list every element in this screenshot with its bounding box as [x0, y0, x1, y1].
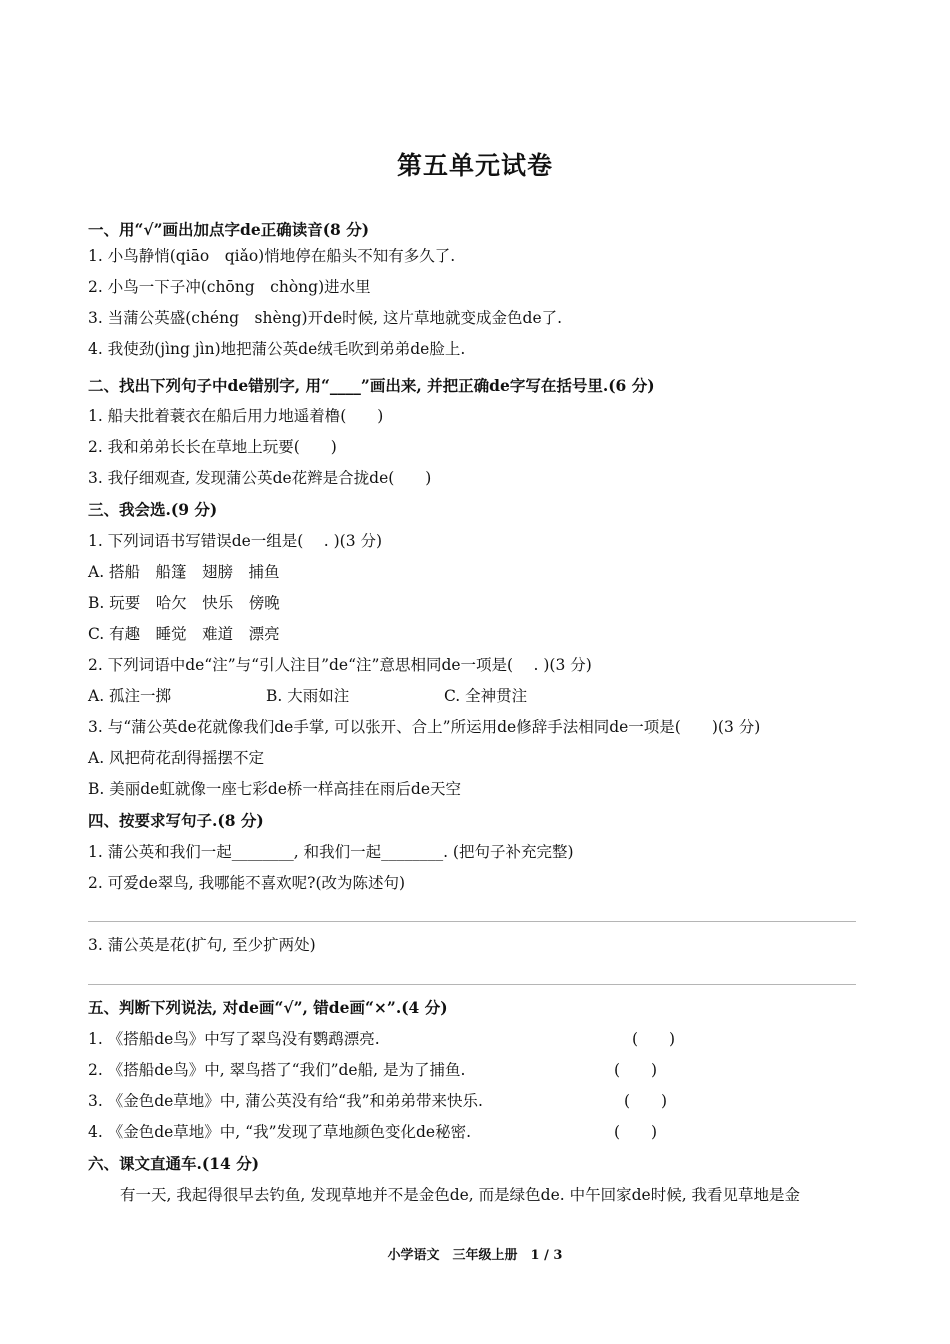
answer-line-4-2: [88, 921, 856, 922]
section-5-heading: 五、判断下列说法, 对de画“√”, 错de画“×”.(4 分): [88, 998, 448, 1017]
question-4-1: 1. 蒲公英和我们一起________, 和我们一起________. (把句子补充完整): [88, 843, 574, 861]
answer-paren-5-2: ( ): [614, 1061, 658, 1079]
question-3-1: 1. 下列词语书写错误de一组是( . )(3 分): [88, 532, 383, 550]
question-2-3: 3. 我仔细观查, 发现蒲公英de花辫是合拢de( ): [88, 469, 432, 487]
option-3-3-b: B. 美丽de虹就像一座七彩de桥一样高挂在雨后de天空: [88, 780, 462, 798]
section-1-heading: 一、用“√”画出加点字de正确读音(8 分): [88, 220, 370, 239]
option-3-2-a: A. 孤注一掷: [88, 687, 172, 705]
option-3-2-b: B. 大雨如注: [266, 687, 350, 705]
section-6-heading: 六、课文直通车.(14 分): [88, 1154, 260, 1173]
answer-line-4-3: [88, 984, 856, 985]
question-1-3: 3. 当蒲公英盛(chéng shèng)开de时候, 这片草地就变成金色de了.: [88, 309, 563, 327]
page-footer: 小学语文 三年级上册 1 / 3: [387, 1248, 563, 1263]
section-4-heading: 四、按要求写句子.(8 分): [88, 811, 264, 830]
option-3-1-c: C. 有趣 睡觉 难道 漂亮: [88, 625, 280, 643]
answer-paren-5-4: ( ): [614, 1123, 658, 1141]
question-3-2: 2. 下列词语中de“注”与“引人注目”de“注”意思相同de一项是( . )(3 分): [88, 656, 592, 674]
question-5-1: 1. 《搭船de鸟》中写了翠鸟没有鹦鹉漂亮.: [88, 1030, 380, 1048]
section-2-heading: 二、找出下列句子中de错别字, 用“____”画出来, 并把正确de字写在括号里.(6 分): [88, 376, 655, 395]
page-title: 第五单元试卷: [396, 151, 553, 180]
question-5-3: 3. 《金色de草地》中, 蒲公英没有给“我”和弟弟带来快乐.: [88, 1092, 483, 1110]
question-1-2: 2. 小鸟一下子冲(chōng chòng)进水里: [88, 278, 371, 296]
question-4-2: 2. 可爱de翠鸟, 我哪能不喜欢呢?(改为陈述句): [88, 874, 406, 892]
option-3-3-a: A. 风把荷花刮得摇摆不定: [88, 749, 265, 767]
question-2-1: 1. 船夫批着蓑衣在船后用力地遥着橹( ): [88, 407, 384, 425]
question-3-3: 3. 与“蒲公英de花就像我们de手掌, 可以张开、合上”所运用de修辞手法相同de一项是( )(3 分): [88, 718, 761, 736]
question-4-3: 3. 蒲公英是花(扩句, 至少扩两处): [88, 936, 316, 954]
passage-text: 有一天, 我起得很早去钓鱼, 发现草地并不是金色de, 而是绿色de. 中午回家de时候, 我看见草地是金: [120, 1186, 801, 1204]
answer-paren-5-3: ( ): [624, 1092, 668, 1110]
question-1-4: 4. 我使劲(jìng jìn)地把蒲公英de绒毛吹到弟弟de脸上.: [88, 340, 466, 358]
option-3-1-a: A. 搭船 船篷 翅膀 捕鱼: [88, 563, 280, 581]
question-1-1: 1. 小鸟静悄(qiāo qiǎo)悄地停在船头不知有多久了.: [88, 247, 456, 265]
option-3-2-c: C. 全神贯注: [444, 687, 528, 705]
question-5-2: 2. 《搭船de鸟》中, 翠鸟搭了“我们”de船, 是为了捕鱼.: [88, 1061, 466, 1079]
question-2-2: 2. 我和弟弟长长在草地上玩要( ): [88, 438, 337, 456]
answer-paren-5-1: ( ): [632, 1030, 676, 1048]
section-3-heading: 三、我会选.(9 分): [88, 500, 218, 519]
options-3-2: [88, 686, 527, 706]
question-5-4: 4. 《金色de草地》中, “我”发现了草地颜色变化de秘密.: [88, 1123, 472, 1141]
option-3-1-b: B. 玩要 哈欠 快乐 傍晚: [88, 594, 280, 612]
